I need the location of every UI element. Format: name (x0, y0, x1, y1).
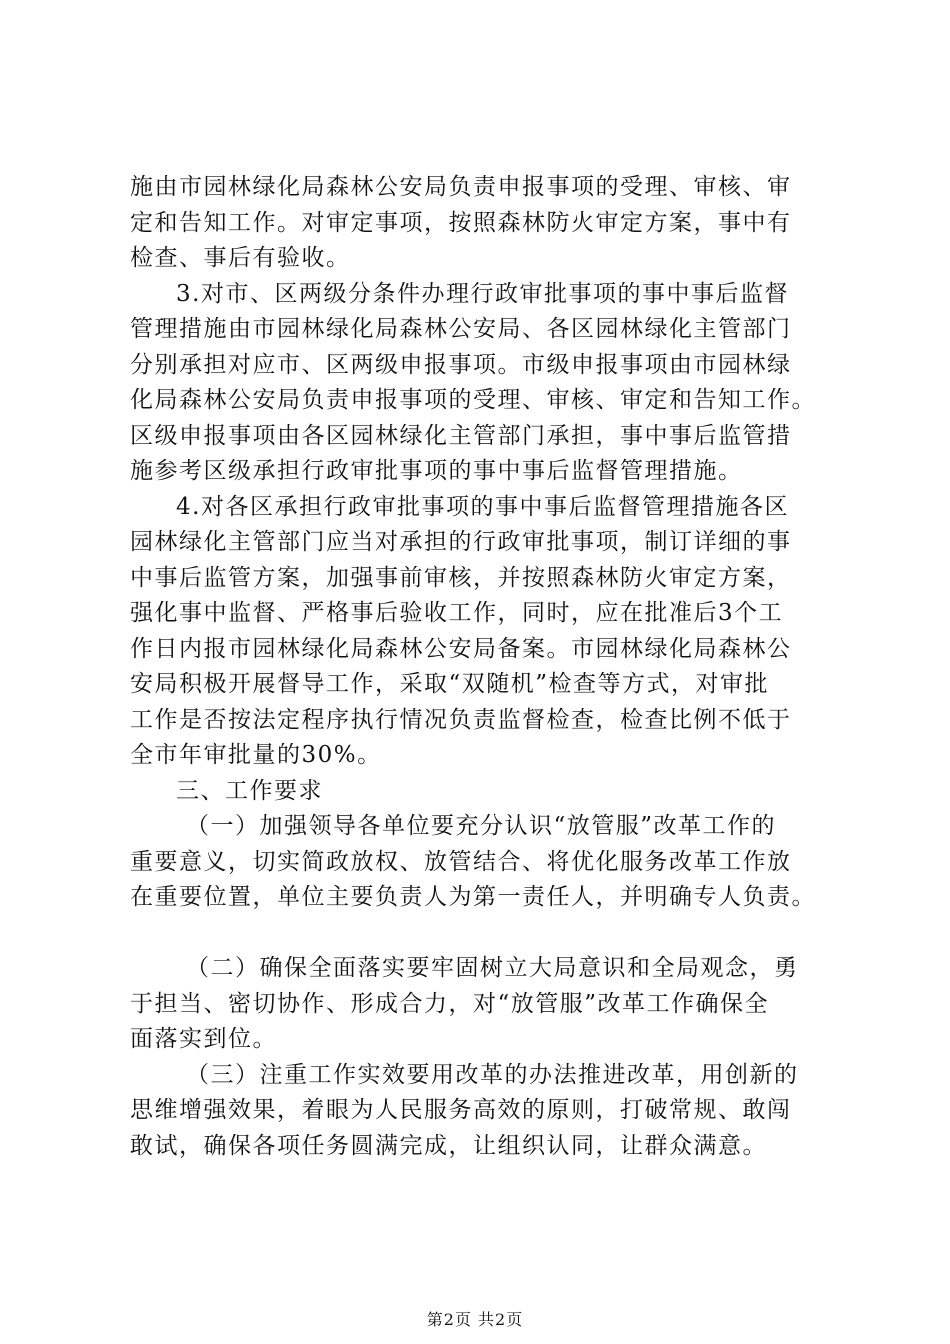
paragraph-3-start: 3.对市、区两级分条件办理行政审批事项的事中事后监督 (176, 280, 789, 307)
section-heading: 三、工作要求 (176, 777, 323, 804)
item-3-start: （三）注重工作实效要用改革的办法推进改革，用创新的 (186, 1061, 799, 1088)
text-line: 定和告知工作。对审定事项，按照森林防火审定方案，事中有 (130, 209, 792, 236)
text-line: 管理措施由市园林绿化局森林公安局、各区园林绿化主管部门 (130, 316, 792, 342)
text-line: 在重要位置，单位主要负责人为第一责任人，并明确专人负责。 (130, 884, 816, 910)
text-line: 区级申报事项由各区园林绿化主管部门承担，事中事后监管措 (130, 422, 792, 449)
item-2-start: （二）确保全面落实要牢固树立大局意识和全局观念，勇 (186, 955, 799, 981)
text-line: 中事后监管方案，加强事前审核，并按照森林防火审定方案， (130, 564, 792, 591)
item-1-start: （一）加强领导各单位要充分认识“放管服”改革工作的 (186, 813, 777, 839)
text-line: 工作是否按法定程序执行情况负责监督检查，检查比例不低于 (130, 706, 792, 733)
text-line: 施参考区级承担行政审批事项的事中事后监督管理措施。 (130, 458, 743, 484)
text-line: 全市年审批量的30%。 (130, 742, 382, 768)
text-line: 于担当、密切协作、形成合力，对“放管服”改革工作确保全 (130, 990, 770, 1017)
text-line: 分别承担对应市、区两级申报事项。市级申报事项由市园林绿 (130, 351, 792, 378)
document-body (130, 170, 850, 1164)
blank-line (130, 916, 850, 952)
text-line: 思维增强效果，着眼为人民服务高效的原则，打破常规、敢闯 (130, 1097, 792, 1123)
text-line: 作日内报市园林绿化局森林公安局备案。市园林绿化局森林公 (130, 635, 792, 662)
text-line: 化局森林公安局负责申报事项的受理、审核、审定和告知工作。 (130, 387, 816, 413)
text-line: 检查、事后有验收。 (130, 245, 351, 271)
text-line: 园林绿化主管部门应当对承担的行政审批事项，制订详细的事 (130, 529, 792, 555)
text-line: 强化事中监督、严格事后验收工作，同时，应在批准后3个工 (130, 600, 784, 626)
page-number-footer: 第2页 共2页 (426, 1310, 524, 1329)
text-line: 重要意义，切实简政放权、放管结合、将优化服务改革工作放 (130, 848, 792, 875)
text-line: 安局积极开展督导工作，采取“双随机”检查等方式，对审批 (130, 671, 770, 697)
text-line: 敢试，确保各项任务圆满完成，让组织认同，让群众满意。 (130, 1132, 767, 1159)
text-line: 面落实到位。 (130, 1026, 277, 1052)
paragraph-4-start: 4.对各区承担行政审批事项的事中事后监督管理措施各区 (176, 493, 789, 520)
text-line: 施由市园林绿化局森林公安局负责申报事项的受理、审核、审 (130, 174, 792, 200)
